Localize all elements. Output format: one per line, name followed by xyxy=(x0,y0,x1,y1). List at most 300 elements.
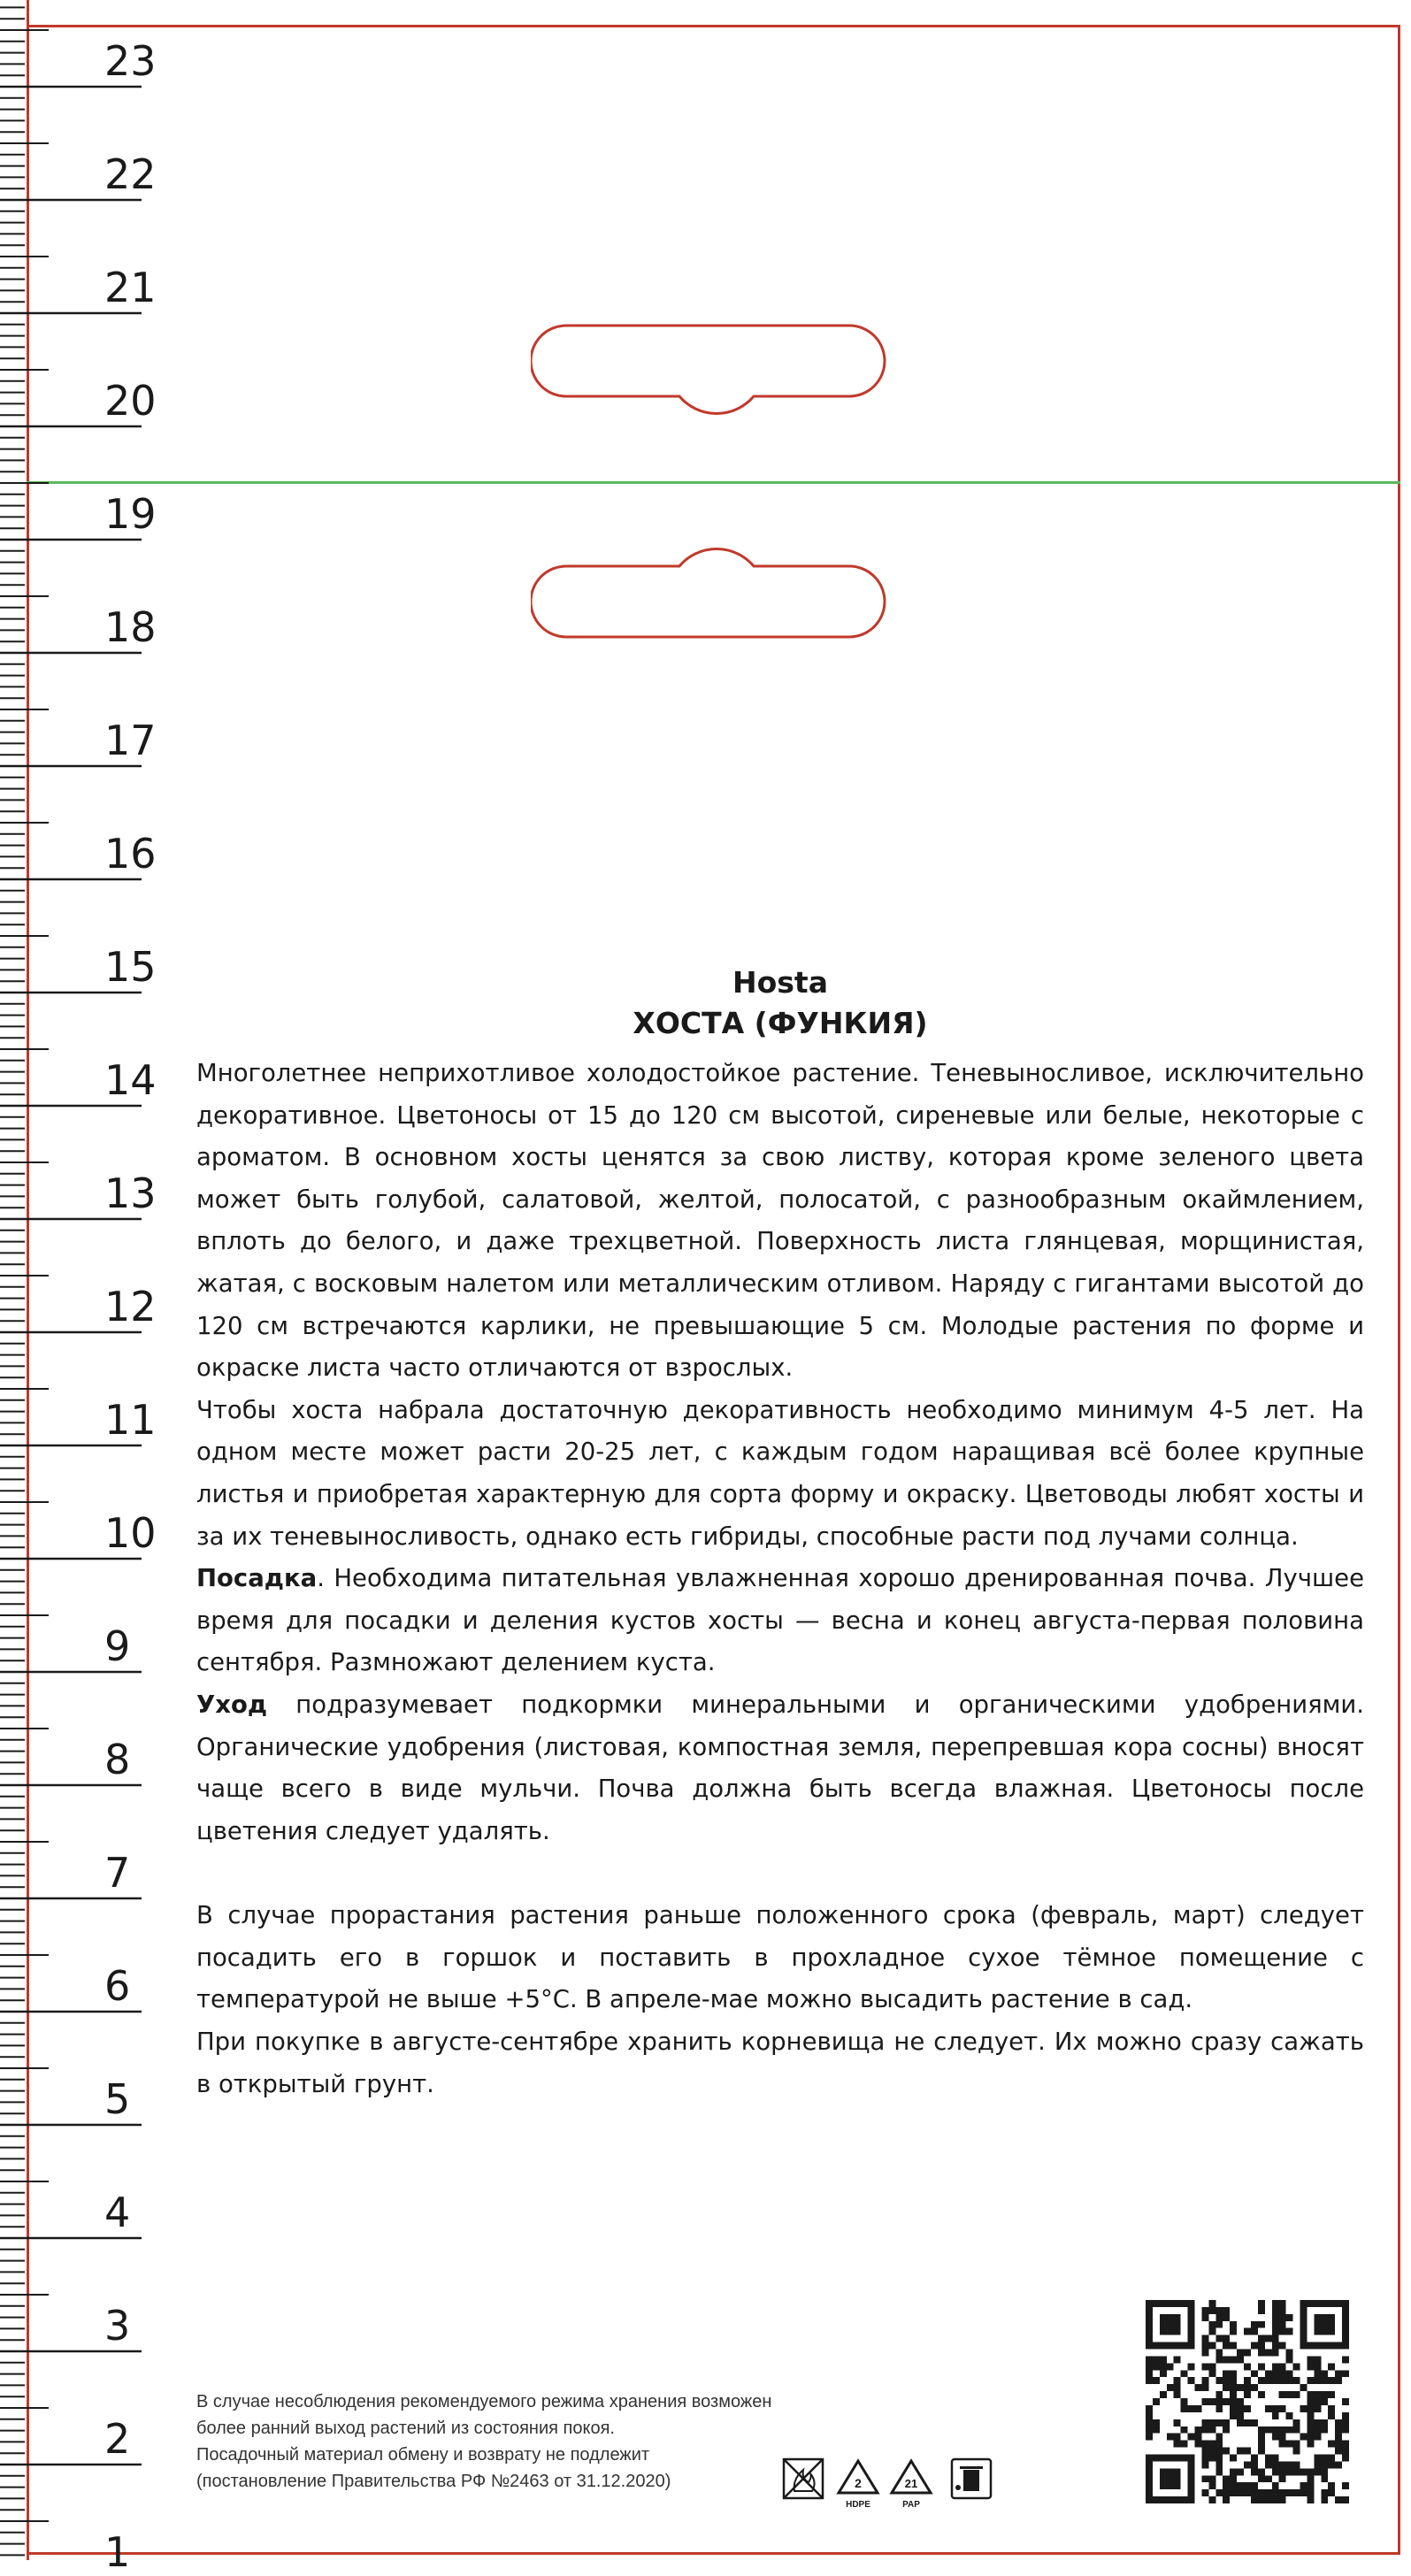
qr-module xyxy=(1230,2391,1237,2398)
qr-module xyxy=(1208,2370,1215,2377)
qr-module xyxy=(1215,2377,1223,2384)
qr-module xyxy=(1215,2314,1223,2321)
storage-footnote xyxy=(196,2388,798,2495)
qr-module xyxy=(1146,2370,1153,2377)
qr-module xyxy=(1201,2335,1208,2342)
qr-module xyxy=(1314,2391,1321,2398)
qr-module xyxy=(1251,2342,1258,2350)
qr-module xyxy=(1293,2461,1300,2468)
qr-module xyxy=(1342,2426,1349,2434)
qr-module xyxy=(1181,2441,1188,2448)
qr-module xyxy=(1321,2370,1328,2377)
hdpe-recycle-icon xyxy=(839,2461,878,2510)
qr-module xyxy=(1195,2405,1202,2412)
qr-module xyxy=(1293,2489,1300,2496)
ruler-number: 21 xyxy=(104,264,157,311)
qr-module xyxy=(1265,2335,1272,2342)
qr-module xyxy=(1314,2363,1321,2370)
qr-module xyxy=(1342,2448,1349,2455)
qr-module xyxy=(1215,2448,1223,2455)
qr-module xyxy=(1342,2482,1349,2489)
care-text: подразумевает подкормки минеральными и органическими удобрениями. Органические удобрения (листовая, компостная земля, перепревшая кора сосны) вносят чаще всего в виде мульчи. Почва должна быть всегда влажная. Цветоносы после цветения следует удалять. xyxy=(196,1690,1364,1845)
qr-module xyxy=(1201,2307,1208,2314)
qr-module xyxy=(1258,2342,1265,2350)
qr-module xyxy=(1279,2342,1286,2350)
qr-module xyxy=(1328,2461,1335,2468)
qr-module xyxy=(1223,2384,1230,2391)
qr-module xyxy=(1230,2384,1237,2391)
qr-module xyxy=(1208,2307,1215,2314)
qr-module xyxy=(1201,2342,1208,2350)
ruler-number: 14 xyxy=(104,1056,157,1104)
qr-module xyxy=(1215,2461,1223,2468)
qr-module xyxy=(1258,2441,1265,2448)
qr-module xyxy=(1195,2434,1202,2441)
qr-module xyxy=(1321,2398,1328,2405)
qr-module xyxy=(1335,2377,1342,2384)
ruler xyxy=(0,0,157,2576)
qr-module xyxy=(1146,2426,1153,2434)
qr-module xyxy=(1272,2405,1279,2412)
qr-module xyxy=(1293,2468,1300,2475)
trash-bin-icon xyxy=(952,2459,991,2498)
qr-module xyxy=(1244,2363,1251,2370)
qr-module xyxy=(1223,2448,1230,2455)
qr-module xyxy=(1215,2356,1223,2363)
qr-module xyxy=(1321,2377,1328,2384)
qr-module xyxy=(1153,2363,1160,2370)
qr-module xyxy=(1335,2426,1342,2434)
qr-module xyxy=(1307,2475,1314,2482)
qr-module xyxy=(1307,2434,1314,2441)
qr-module xyxy=(1153,2377,1160,2384)
qr-module xyxy=(1265,2489,1272,2496)
qr-module xyxy=(1174,2441,1181,2448)
qr-finder-pattern xyxy=(1160,2468,1181,2489)
qr-module xyxy=(1272,2461,1279,2468)
qr-module xyxy=(1265,2350,1272,2357)
qr-module xyxy=(1237,2489,1244,2496)
qr-module xyxy=(1314,2377,1321,2384)
qr-module xyxy=(1279,2370,1286,2377)
qr-module xyxy=(1208,2363,1215,2370)
qr-module xyxy=(1223,2314,1230,2321)
qr-module xyxy=(1244,2448,1251,2455)
qr-module xyxy=(1328,2454,1335,2461)
qr-module xyxy=(1335,2419,1342,2426)
qr-module xyxy=(1265,2475,1272,2482)
qr-module xyxy=(1279,2475,1286,2482)
qr-module xyxy=(1215,2454,1223,2461)
qr-module xyxy=(1237,2412,1244,2419)
qr-module xyxy=(1286,2370,1293,2377)
qr-module xyxy=(1293,2426,1300,2434)
qr-module xyxy=(1230,2377,1237,2384)
qr-module xyxy=(1223,2342,1230,2350)
qr-module xyxy=(1335,2370,1342,2377)
qr-module xyxy=(1286,2377,1293,2384)
qr-module xyxy=(1300,2384,1307,2391)
qr-module xyxy=(1244,2350,1251,2357)
qr-module xyxy=(1272,2426,1279,2434)
qr-module xyxy=(1342,2496,1349,2503)
pap-label: PAP xyxy=(902,2500,920,2510)
qr-module xyxy=(1328,2363,1335,2370)
qr-module xyxy=(1307,2489,1314,2496)
qr-module xyxy=(1258,2350,1265,2357)
qr-module xyxy=(1314,2468,1321,2475)
qr-module xyxy=(1237,2384,1244,2391)
qr-module xyxy=(1258,2426,1265,2434)
qr-module xyxy=(1272,2328,1279,2335)
qr-module xyxy=(1328,2489,1335,2496)
qr-module xyxy=(1160,2370,1167,2377)
qr-module xyxy=(1265,2370,1272,2377)
qr-module xyxy=(1258,2434,1265,2441)
qr-module xyxy=(1314,2454,1321,2461)
qr-module xyxy=(1223,2307,1230,2314)
qr-module xyxy=(1201,2448,1208,2455)
planting-text: . Необходима питательная увлажненная хорошо дренированная почва. Лучшее время для посадки и деления кустов хосты — весна и конец августа-первая половина сентября. Размножают делением куста. xyxy=(196,1564,1364,1677)
qr-module xyxy=(1258,2335,1265,2342)
qr-module xyxy=(1188,2405,1195,2412)
qr-module xyxy=(1279,2300,1286,2307)
product-title: ХОСТА (ФУНКИЯ) xyxy=(633,1006,928,1040)
qr-module xyxy=(1307,2398,1314,2405)
qr-module xyxy=(1188,2434,1195,2441)
qr-module xyxy=(1251,2454,1258,2461)
qr-module xyxy=(1307,2412,1314,2419)
ruler-number: 11 xyxy=(104,1396,157,1444)
qr-module xyxy=(1230,2468,1237,2475)
ruler-number: 3 xyxy=(104,2302,131,2350)
qr-module xyxy=(1174,2356,1181,2363)
qr-module xyxy=(1307,2419,1314,2426)
qr-module xyxy=(1230,2356,1237,2363)
qr-module xyxy=(1251,2482,1258,2489)
qr-module xyxy=(1174,2419,1181,2426)
qr-module xyxy=(1321,2419,1328,2426)
pap-recycle-icon xyxy=(892,2461,931,2510)
qr-module xyxy=(1286,2441,1293,2448)
qr-module xyxy=(1272,2489,1279,2496)
qr-module xyxy=(1265,2405,1272,2412)
qr-module xyxy=(1215,2468,1223,2475)
qr-module xyxy=(1201,2363,1208,2370)
qr-module xyxy=(1230,2475,1237,2482)
recycling-icons xyxy=(778,2450,1008,2512)
ruler-number: 10 xyxy=(104,1509,157,1557)
qr-module xyxy=(1258,2489,1265,2496)
qr-module xyxy=(1272,2342,1279,2350)
qr-module xyxy=(1279,2489,1286,2496)
qr-module xyxy=(1272,2482,1279,2489)
qr-module xyxy=(1215,2441,1223,2448)
qr-module xyxy=(1181,2405,1188,2412)
qr-module xyxy=(1215,2398,1223,2405)
qr-module xyxy=(1342,2412,1349,2419)
qr-module xyxy=(1201,2384,1208,2391)
qr-module xyxy=(1328,2377,1335,2384)
qr-module xyxy=(1195,2426,1202,2434)
qr-module xyxy=(1251,2328,1258,2335)
qr-module xyxy=(1286,2328,1293,2335)
ruler-number: 12 xyxy=(104,1283,157,1330)
qr-module xyxy=(1279,2321,1286,2328)
ruler-number: 8 xyxy=(104,1736,131,1783)
qr-module xyxy=(1237,2448,1244,2455)
qr-module xyxy=(1215,2307,1223,2314)
qr-module xyxy=(1208,2321,1215,2328)
planting-label: Посадка xyxy=(196,1564,318,1593)
qr-module xyxy=(1208,2342,1215,2350)
qr-module xyxy=(1272,2314,1279,2321)
qr-module xyxy=(1328,2441,1335,2448)
qr-module xyxy=(1174,2391,1181,2398)
qr-module xyxy=(1237,2468,1244,2475)
qr-module xyxy=(1342,2454,1349,2461)
qr-module xyxy=(1160,2356,1167,2363)
qr-module xyxy=(1342,2370,1349,2377)
qr-module xyxy=(1272,2468,1279,2475)
description-paragraph-1: Многолетнее неприхотливое холодостойкое растение. Теневыносливое, исключительно декоративное. Цветоносы от 15 до 120 см высотой, сиреневые или белые, некоторые с ароматом. В основном хосты ценятся за свою листву, которая кроме зеленого цвета может быть голубой, салатовой, желтой, полосатой, с разнообразным окаймлением, вплоть до белого, и даже трехцветной. Поверхность листа глянцевая, морщинистая, жатая, с восковым налетом или металлическим отливом. Наряду с гигантами высотой до 120 см встречаются карлики, не превышающие 5 см. Молодые растения по форме и окраске листа часто отличаются от взрослых. xyxy=(196,1059,1364,1383)
qr-module xyxy=(1223,2482,1230,2489)
qr-module xyxy=(1279,2426,1286,2434)
qr-module xyxy=(1223,2419,1230,2426)
qr-module xyxy=(1215,2489,1223,2496)
ruler-number: 15 xyxy=(104,943,157,991)
early-sprouting-paragraph: В случае прорастания растения раньше положенного срока (февраль, март) следует посадить его в горшок и поставить в прохладное сухое тёмное помещение с температурой не выше +5°С. В апреле-мае можно высадить растение в сад. xyxy=(196,1901,1364,2014)
qr-module xyxy=(1167,2434,1174,2441)
qr-module xyxy=(1342,2398,1349,2405)
ruler-number: 17 xyxy=(104,717,157,764)
qr-module xyxy=(1335,2461,1342,2468)
qr-module xyxy=(1208,2398,1215,2405)
qr-module xyxy=(1160,2363,1167,2370)
qr-module xyxy=(1335,2496,1342,2503)
qr-module xyxy=(1208,2328,1215,2335)
qr-module xyxy=(1201,2489,1208,2496)
qr-module xyxy=(1279,2307,1286,2314)
qr-module xyxy=(1230,2405,1237,2412)
qr-module xyxy=(1272,2412,1279,2419)
qr-module xyxy=(1314,2398,1321,2405)
qr-module xyxy=(1335,2434,1342,2441)
qr-module xyxy=(1237,2419,1244,2426)
qr-module xyxy=(1293,2363,1300,2370)
hdpe-number: 2 xyxy=(855,2476,862,2490)
qr-module xyxy=(1223,2356,1230,2363)
qr-module xyxy=(1293,2441,1300,2448)
qr-module xyxy=(1215,2405,1223,2412)
hanger-top-cutout xyxy=(531,326,885,413)
qr-module xyxy=(1237,2356,1244,2363)
qr-module xyxy=(1230,2489,1237,2496)
qr-module xyxy=(1286,2461,1293,2468)
qr-module xyxy=(1321,2426,1328,2434)
qr-module xyxy=(1223,2377,1230,2384)
qr-module xyxy=(1272,2321,1279,2328)
qr-module xyxy=(1279,2496,1286,2503)
ruler-number: 1 xyxy=(104,2528,131,2576)
qr-module xyxy=(1321,2454,1328,2461)
ruler-number: 7 xyxy=(104,1849,131,1897)
qr-module xyxy=(1272,2496,1279,2503)
qr-module xyxy=(1208,2448,1215,2455)
qr-module xyxy=(1230,2370,1237,2377)
qr-module xyxy=(1272,2370,1279,2377)
latin-name: Hosta xyxy=(732,965,828,1000)
qr-module xyxy=(1321,2468,1328,2475)
qr-module xyxy=(1208,2300,1215,2307)
qr-module xyxy=(1272,2363,1279,2370)
qr-module xyxy=(1244,2377,1251,2384)
qr-module xyxy=(1244,2482,1251,2489)
qr-module xyxy=(1223,2475,1230,2482)
qr-module xyxy=(1223,2398,1230,2405)
qr-module xyxy=(1215,2335,1223,2342)
qr-module xyxy=(1321,2461,1328,2468)
qr-module xyxy=(1321,2391,1328,2398)
qr-module xyxy=(1328,2391,1335,2398)
storage-paragraph: При покупке в августе-сентябре хранить корневища не следует. Их можно сразу сажать в открытый грунт. xyxy=(196,2028,1364,2098)
qr-module xyxy=(1279,2377,1286,2384)
qr-module xyxy=(1244,2405,1251,2412)
qr-module xyxy=(1293,2377,1300,2384)
qr-module xyxy=(1201,2461,1208,2468)
qr-module xyxy=(1244,2419,1251,2426)
qr-module xyxy=(1146,2412,1153,2419)
qr-module xyxy=(1265,2426,1272,2434)
qr-module xyxy=(1258,2448,1265,2455)
qr-module xyxy=(1208,2475,1215,2482)
qr-module xyxy=(1167,2363,1174,2370)
qr-module xyxy=(1307,2405,1314,2412)
qr-module xyxy=(1286,2350,1293,2357)
qr-module xyxy=(1314,2426,1321,2434)
hdpe-label: HDPE xyxy=(846,2500,870,2510)
qr-module xyxy=(1279,2405,1286,2412)
qr-module xyxy=(1335,2441,1342,2448)
qr-module xyxy=(1201,2454,1208,2461)
qr-module xyxy=(1272,2307,1279,2314)
qr-module xyxy=(1279,2461,1286,2468)
qr-module xyxy=(1279,2434,1286,2441)
qr-module xyxy=(1286,2468,1293,2475)
qr-module xyxy=(1279,2441,1286,2448)
qr-module xyxy=(1181,2426,1188,2434)
ruler-number: 22 xyxy=(104,150,157,198)
ruler-number: 20 xyxy=(104,377,157,425)
qr-module xyxy=(1300,2468,1307,2475)
qr-module xyxy=(1286,2489,1293,2496)
qr-module xyxy=(1307,2377,1314,2384)
qr-module xyxy=(1223,2335,1230,2342)
qr-module xyxy=(1153,2398,1160,2405)
qr-module xyxy=(1272,2335,1279,2342)
qr-module xyxy=(1272,2300,1279,2307)
qr-module xyxy=(1188,2363,1195,2370)
qr-module xyxy=(1279,2314,1286,2321)
qr-module xyxy=(1174,2434,1181,2441)
qr-module xyxy=(1293,2419,1300,2426)
qr-module xyxy=(1251,2468,1258,2475)
qr-module xyxy=(1328,2482,1335,2489)
care-paragraph xyxy=(196,1684,1364,1852)
qr-module xyxy=(1307,2363,1314,2370)
qr-module xyxy=(1279,2468,1286,2475)
qr-module xyxy=(1279,2391,1286,2398)
qr-module xyxy=(1272,2377,1279,2384)
qr-module xyxy=(1307,2441,1314,2448)
qr-module xyxy=(1223,2370,1230,2377)
qr-module xyxy=(1146,2356,1153,2363)
qr-module xyxy=(1258,2363,1265,2370)
qr-module xyxy=(1215,2350,1223,2357)
qr-module xyxy=(1307,2426,1314,2434)
qr-module xyxy=(1258,2300,1265,2307)
qr-module xyxy=(1167,2384,1174,2391)
qr-module xyxy=(1307,2356,1314,2363)
footnote-line: Посадочный материал обмену и возврату не подлежит xyxy=(196,2445,650,2465)
qr-module xyxy=(1201,2475,1208,2482)
qr-module xyxy=(1201,2314,1208,2321)
qr-module xyxy=(1208,2419,1215,2426)
qr-module xyxy=(1265,2461,1272,2468)
qr-module xyxy=(1160,2391,1167,2398)
qr-module xyxy=(1307,2391,1314,2398)
qr-module xyxy=(1328,2405,1335,2412)
qr-module xyxy=(1201,2377,1208,2384)
ruler-number: 13 xyxy=(104,1169,157,1217)
qr-module xyxy=(1181,2398,1188,2405)
qr-module xyxy=(1244,2489,1251,2496)
qr-module xyxy=(1251,2370,1258,2377)
qr-module xyxy=(1237,2405,1244,2412)
qr-module xyxy=(1153,2419,1160,2426)
ruler-number: 9 xyxy=(104,1622,131,1670)
ruler-number: 6 xyxy=(104,1962,131,2010)
qr-module xyxy=(1208,2454,1215,2461)
ruler-number: 4 xyxy=(104,2189,131,2236)
qr-module xyxy=(1286,2426,1293,2434)
qr-module xyxy=(1258,2475,1265,2482)
qr-module xyxy=(1272,2350,1279,2357)
qr-module xyxy=(1174,2377,1181,2384)
qr-module xyxy=(1314,2434,1321,2441)
hanger-bottom-cutout xyxy=(531,549,885,637)
ruler-number: 2 xyxy=(104,2415,131,2463)
qr-module xyxy=(1286,2391,1293,2398)
paragraph-gap xyxy=(196,1852,1364,1895)
qr-module xyxy=(1230,2454,1237,2461)
qr-module xyxy=(1314,2419,1321,2426)
product-description xyxy=(196,962,1364,2105)
qr-module xyxy=(1251,2419,1258,2426)
qr-module xyxy=(1286,2314,1293,2321)
qr-module xyxy=(1230,2482,1237,2489)
qr-module xyxy=(1195,2384,1202,2391)
qr-module xyxy=(1279,2363,1286,2370)
qr-module xyxy=(1230,2398,1237,2405)
qr-module xyxy=(1251,2321,1258,2328)
qr-module xyxy=(1195,2441,1202,2448)
qr-module xyxy=(1244,2328,1251,2335)
ruler-number: 18 xyxy=(104,603,157,651)
qr-module xyxy=(1208,2496,1215,2503)
qr-module xyxy=(1286,2356,1293,2363)
qr-module xyxy=(1223,2489,1230,2496)
